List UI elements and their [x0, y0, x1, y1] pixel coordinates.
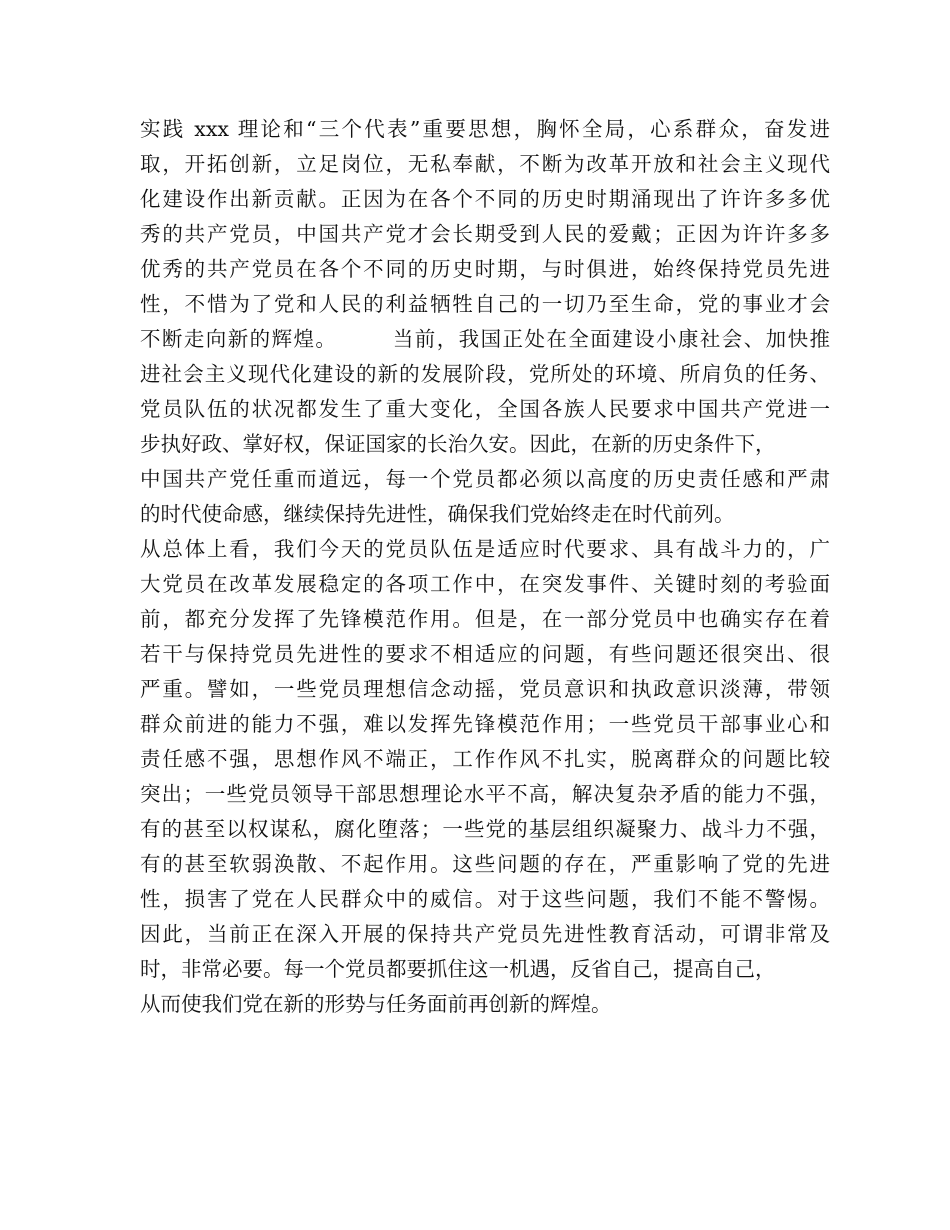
text-line: 从总体上看，我们今天的党员队伍是适应时代要求、具有战斗力的，广 — [140, 537, 830, 561]
text-line: 中国共产党任重而道远，每一个党员都必须以高度的历史责任感和严肃 — [140, 467, 830, 491]
text-line: 不断走向新的辉煌。 当前，我国正处在全面建设小康社会、加快推 — [140, 327, 830, 351]
text-line: 性，损害了党在人民群众中的威信。对于这些问题，我们不能不警惕。 — [140, 887, 830, 911]
text-line: 责任感不强，思想作风不端正，工作作风不扎实，脱离群众的问题比较 — [140, 747, 830, 771]
text-line: 严重。譬如，一些党员理想信念动摇，党员意识和执政意识淡薄，带领 — [140, 677, 830, 701]
text-line: 步执好政、掌好权，保证国家的长治久安。因此，在新的历史条件下， — [140, 432, 776, 456]
text-line: 时，非常必要。每一个党员都要抓住这一机遇，反省自己，提高自己， — [140, 957, 776, 981]
text-line: 大党员在改革发展稳定的各项工作中，在突发事件、关键时刻的考验面 — [140, 572, 830, 596]
text-line: 因此，当前正在深入开展的保持共产党员先进性教育活动，可谓非常及 — [140, 922, 830, 946]
text-line: 性，不惜为了党和人民的利益牺牲自己的一切乃至生命，党的事业才会 — [140, 292, 830, 316]
text-line: 取，开拓创新，立足岗位，无私奉献，不断为改革开放和社会主义现代 — [140, 152, 830, 176]
text-line: 进社会主义现代化建设的新的发展阶段，党所处的环境、所肩负的任务、 — [140, 362, 830, 386]
body-text — [140, 112, 830, 1022]
text-line: 优秀的共产党员在各个不同的历史时期，与时俱进，始终保持党员先进 — [140, 257, 830, 281]
text-line: 若干与保持党员先进性的要求不相适应的问题，有些问题还很突出、很 — [140, 642, 830, 666]
text-line: 化建设作出新贡献。正因为在各个不同的历史时期涌现出了许许多多优 — [140, 187, 830, 211]
text-line: 有的甚至以权谋私，腐化堕落；一些党的基层组织凝聚力、战斗力不强， — [140, 817, 830, 841]
text-line: 有的甚至软弱涣散、不起作用。这些问题的存在，严重影响了党的先进 — [140, 852, 830, 876]
text-line: 实践 xxx 理论和“三个代表”重要思想，胸怀全局，心系群众，奋发进 — [140, 117, 830, 141]
text-line: 群众前进的能力不强，难以发挥先锋模范作用；一些党员干部事业心和 — [140, 712, 830, 736]
text-line: 突出；一些党员领导干部思想理论水平不高，解决复杂矛盾的能力不强， — [140, 782, 830, 806]
text-line: 的时代使命感，继续保持先进性，确保我们党始终走在时代前列。 — [140, 502, 735, 526]
text-line: 从而使我们党在新的形势与任务面前再创新的辉煌。 — [140, 992, 612, 1016]
text-line: 前，都充分发挥了先锋模范作用。但是，在一部分党员中也确实存在着 — [140, 607, 830, 631]
text-line: 党员队伍的状况都发生了重大变化，全国各族人民要求中国共产党进一 — [140, 397, 830, 421]
text-line: 秀的共产党员，中国共产党才会长期受到人民的爱戴；正因为许许多多 — [140, 222, 830, 246]
